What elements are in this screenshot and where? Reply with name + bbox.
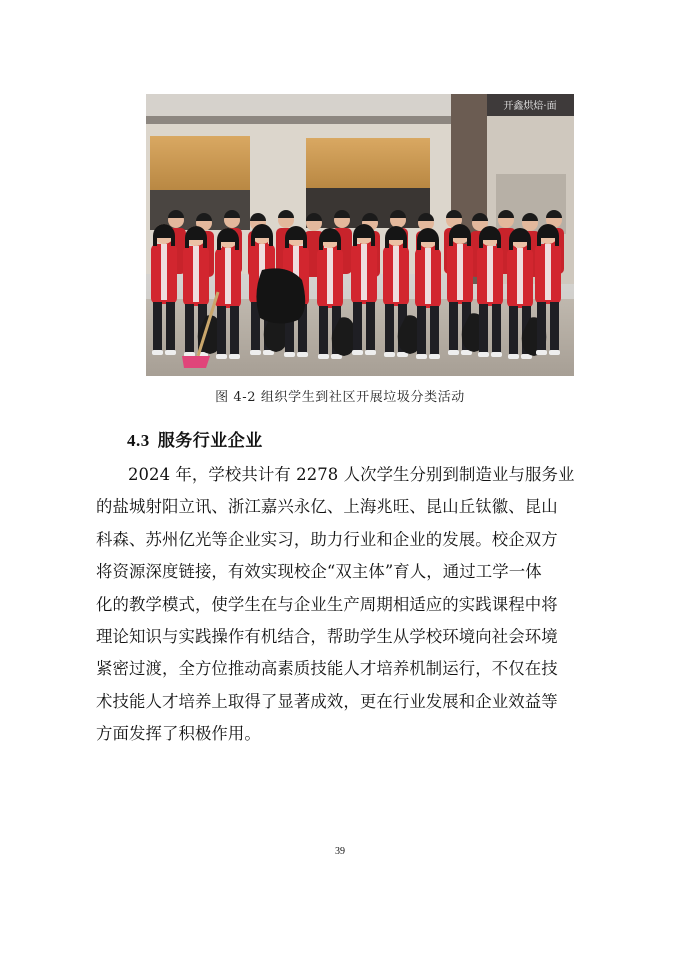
paragraph-line: 将资源深度链接，有效实现校企“双主体”育人，通过工学一体 <box>96 562 542 582</box>
paragraph-line: 2024 年，学校共计有 2278 人次学生分别到制造业与服务业 <box>128 465 575 484</box>
paragraph-line: 方面发挥了积极作用。 <box>96 724 261 744</box>
paragraph-line: 术技能人才培养上取得了显著成效，更在行业发展和企业效益等 <box>96 691 558 711</box>
paragraph-line: 化的教学模式，使学生在与企业生产周期相适应的实践课程中将 <box>96 594 558 614</box>
section-heading <box>127 426 263 451</box>
section-title: 服务行业企业 <box>157 431 263 451</box>
page-number: 39 <box>335 846 345 857</box>
volunteer-group-photo <box>146 94 574 376</box>
body-paragraph <box>96 459 596 751</box>
paragraph-line: 理论知识与实践操作有机结合，帮助学生从学校环境向社会环境 <box>96 626 558 646</box>
shop-sign-text: 开鑫烘焙·面 <box>503 101 557 112</box>
paragraph-line: 紧密过渡，全方位推动高素质技能人才培养机制运行，不仅在技 <box>96 659 558 679</box>
paragraph-line: 的盐城射阳立讯、浙江嘉兴永亿、上海兆旺、昆山丘钛徽、昆山 <box>96 497 558 517</box>
group-photo-illustration <box>146 94 574 376</box>
figure-caption: 图 4-2 组织学生到社区开展垃圾分类活动 <box>215 390 465 405</box>
section-number: 4.3 <box>127 431 150 450</box>
paragraph-line: 科森、苏州亿光等企业实习，助力行业和企业的发展。校企双方 <box>96 529 558 549</box>
